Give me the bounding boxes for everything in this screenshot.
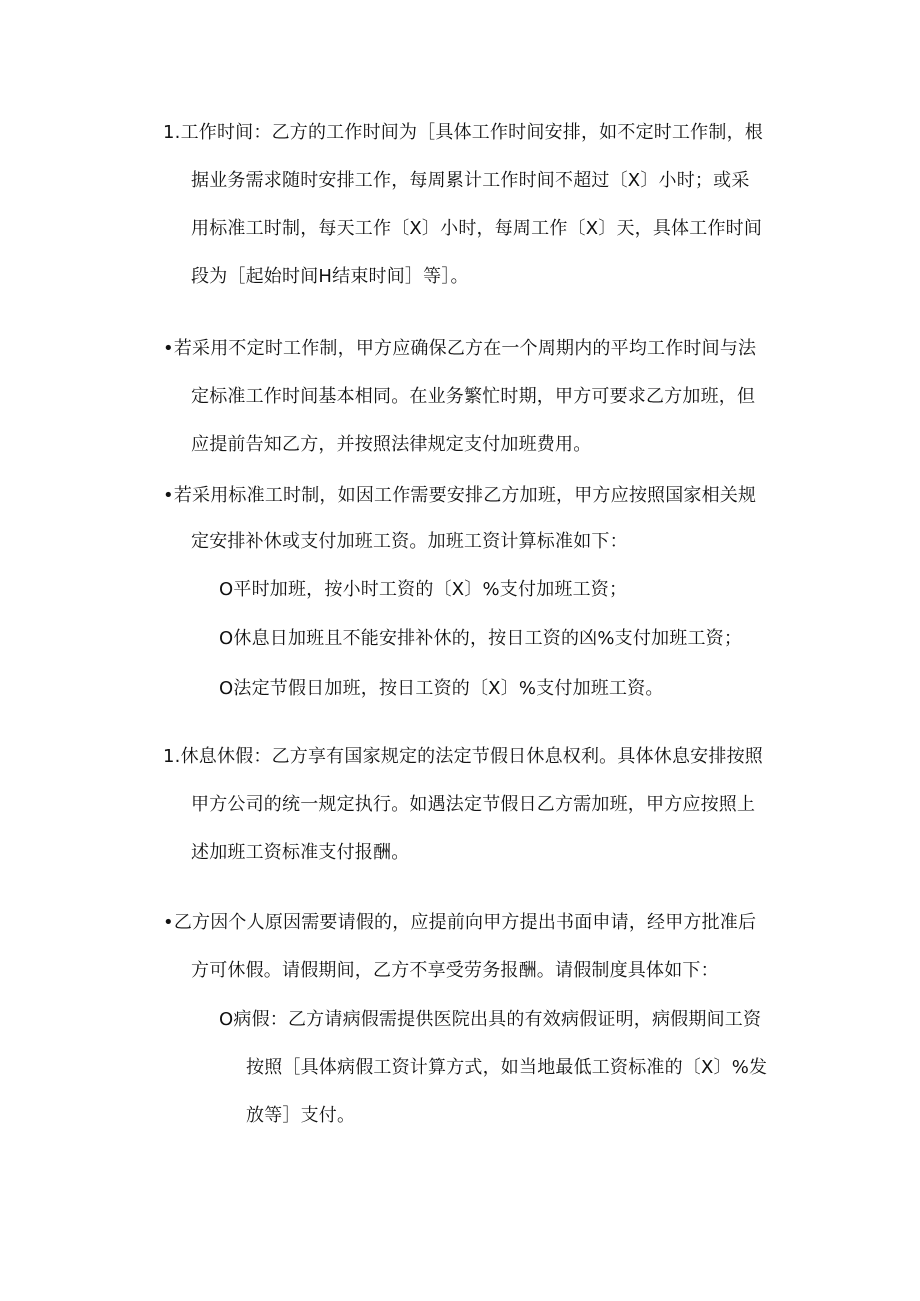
- paragraph-line: 甲方公司的统一规定执行。如遇法定节假日乙方需加班，甲方应按照上: [191, 794, 756, 815]
- sub-item-continuation: 按照［具体病假工资计算方式，如当地最低工资标准的〔X〕%发: [246, 1057, 768, 1078]
- paragraph-line: 1.工作时间：乙方的工作时间为［具体工作时间安排，如不定时工作制，根: [163, 122, 763, 143]
- paragraph-line: 用标准工时制，每天工作〔X〕小时，每周工作〔X〕天，具体工作时间: [191, 218, 763, 239]
- sub-item: O法定节假日加班，按日工资的〔X〕%支付加班工资。: [219, 678, 664, 699]
- bullet-line: •若采用标准工时制，如因工作需要安排乙方加班，甲方应按照国家相关规: [163, 485, 757, 506]
- bullet-line: 方可休假。请假期间，乙方不享受劳务报酬。请假制度具体如下：: [191, 960, 719, 981]
- bullet-line: •乙方因个人原因需要请假的，应提前向甲方提出书面申请，经甲方批准后: [163, 912, 757, 933]
- sub-item: O病假：乙方请病假需提供医院出具的有效病假证明，病假期间工资: [219, 1009, 762, 1030]
- sub-item-continuation: 放等］支付。: [246, 1105, 356, 1126]
- paragraph-line: 述加班工资标准支付报酬。: [191, 842, 410, 863]
- bullet-line: 定安排补休或支付加班工资。加班工资计算标准如下：: [191, 531, 628, 552]
- paragraph-line: 段为［起始时间H结束时间］等］。: [191, 266, 469, 287]
- bullet-line: •若采用不定时工作制，甲方应确保乙方在一个周期内的平均工作时间与法: [163, 338, 757, 359]
- bullet-line: 定标准工作时间基本相同。在业务繁忙时期，甲方可要求乙方加班，但: [191, 386, 756, 407]
- paragraph-line: 1.休息休假：乙方享有国家规定的法定节假日休息权利。具体休息安排按照: [163, 746, 763, 767]
- paragraph-line: 据业务需求随时安排工作，每周累计工作时间不超过〔X〕小时；或采: [191, 170, 750, 191]
- bullet-line: 应提前告知乙方，并按照法律规定支付加班费用。: [191, 434, 592, 455]
- sub-item: O平时加班，按小时工资的〔X〕%支付加班工资；: [219, 579, 628, 600]
- sub-item: O休息日加班且不能安排补休的，按日工资的凶%支付加班工资；: [219, 628, 743, 649]
